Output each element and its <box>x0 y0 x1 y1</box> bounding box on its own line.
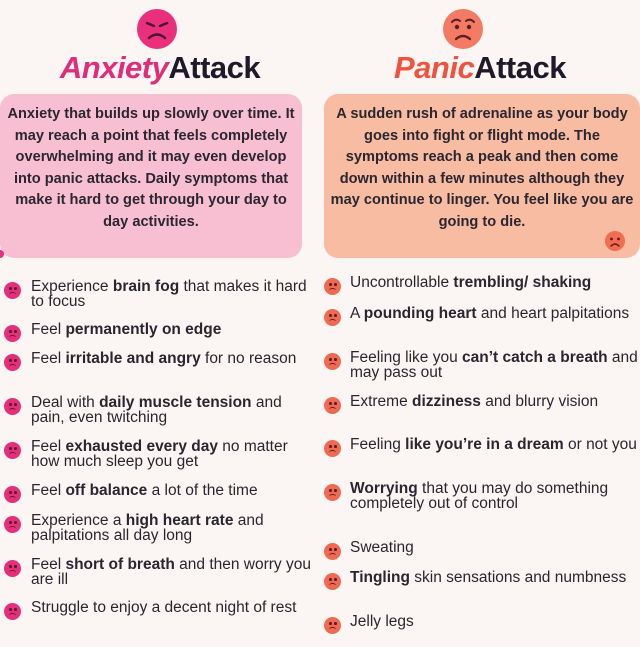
symptom-text-pre: Feeling <box>350 436 406 453</box>
symptom-text <box>31 600 311 615</box>
panic-description-box <box>324 94 640 258</box>
emoji-bullet-icon <box>324 353 341 370</box>
symptom-text-bold: daily muscle tension <box>99 394 252 411</box>
symptom-text-bold: irritable and angry <box>65 350 201 367</box>
emoji-bullet-icon <box>4 516 21 533</box>
symptom-text-pre: Feel <box>31 350 66 367</box>
symptom-text <box>350 437 640 452</box>
panic-title-accent: Panic <box>394 50 475 85</box>
decorative-dot <box>0 250 4 258</box>
symptom-text <box>31 279 311 309</box>
symptom-text-pre: Feel <box>31 321 66 338</box>
symptom-text-bold: short of breath <box>65 556 175 573</box>
panic-column <box>320 0 640 647</box>
symptom-text <box>31 557 311 587</box>
symptom-text <box>31 395 311 425</box>
emoji-bullet-icon <box>324 397 341 414</box>
symptom-text <box>350 570 640 585</box>
anxiety-title <box>0 50 320 86</box>
symptom-text-bold: trembling/ shaking <box>453 274 592 291</box>
symptom-text-post: and may pass out <box>350 349 638 381</box>
sad-face-icon <box>604 230 626 252</box>
worried-face-icon <box>442 8 484 50</box>
symptom-text-bold: dizziness <box>412 393 481 410</box>
symptom-text-post: and palpitations all day long <box>31 512 264 544</box>
symptom-text <box>31 351 311 366</box>
symptom-text-post: a lot of the time <box>147 482 258 499</box>
symptom-text-post: and heart palpitations <box>476 305 630 322</box>
symptom-text-bold: can’t catch a breath <box>462 349 608 366</box>
emoji-bullet-icon <box>4 325 21 342</box>
symptom-text-pre: Sweating <box>350 539 414 556</box>
symptom-text-post: and then worry you are ill <box>31 556 311 588</box>
symptom-text-post: and blurry vision <box>480 393 599 410</box>
symptom-text <box>350 481 640 511</box>
symptom-text-bold: pounding heart <box>363 305 477 322</box>
symptom-text-bold: brain fog <box>112 278 180 295</box>
anxiety-title-rest: Attack <box>168 50 261 85</box>
panic-title <box>320 50 640 86</box>
symptom-text <box>350 350 640 380</box>
emoji-bullet-icon <box>4 603 21 620</box>
emoji-bullet-icon <box>4 442 21 459</box>
symptom-text-post: for no reason <box>200 350 297 367</box>
panic-title-rest: Attack <box>474 50 566 85</box>
symptom-text-bold: Worrying <box>350 480 418 497</box>
angry-face-icon <box>136 8 178 50</box>
symptom-text <box>31 322 311 337</box>
symptom-text-pre: Struggle to enjoy a decent night of rest <box>31 599 297 616</box>
emoji-bullet-icon <box>324 573 341 590</box>
anxiety-description-box <box>0 94 302 258</box>
emoji-bullet-icon <box>324 309 341 326</box>
symptom-text-pre: Jelly legs <box>350 613 414 630</box>
symptom-text <box>31 439 311 469</box>
emoji-bullet-icon <box>324 484 341 501</box>
emoji-bullet-icon <box>324 278 341 295</box>
symptom-text-post: and pain, even twitching <box>31 394 282 426</box>
symptom-text <box>350 306 640 321</box>
symptom-text-pre: Extreme <box>350 393 413 410</box>
emoji-bullet-icon <box>4 560 21 577</box>
emoji-bullet-icon <box>4 282 21 299</box>
symptom-text-post: that makes it hard to focus <box>31 278 307 310</box>
symptom-text-pre: Experience a <box>31 512 126 529</box>
symptom-text <box>350 275 640 290</box>
symptom-text <box>350 540 640 555</box>
symptom-text <box>350 614 640 629</box>
anxiety-description: Anxiety that builds up slowly over time. It may reach a point that feels completely overwhelming and it may even develop into panic attacks. Daily symptoms that make it hard to get through your day to day activities. <box>7 106 295 230</box>
anxiety-title-accent: Anxiety <box>59 50 169 85</box>
symptom-text-pre: Feeling like you <box>350 349 463 366</box>
emoji-bullet-icon <box>4 354 21 371</box>
emoji-bullet-icon <box>324 617 341 634</box>
symptom-text-bold: exhausted every day <box>65 438 218 455</box>
symptom-text-bold: like you’re in a dream <box>405 436 564 453</box>
symptom-text <box>350 394 640 409</box>
symptom-text-pre: Feel <box>31 438 66 455</box>
symptom-text-post: or not you <box>563 436 637 453</box>
symptom-text-bold: Tingling <box>350 569 410 586</box>
symptom-text-post: skin sensations and numbness <box>409 569 627 586</box>
symptom-text-post: that you may do something completely out of control <box>350 480 609 512</box>
symptom-text-pre: Deal with <box>31 394 100 411</box>
symptom-text-pre: Uncontrollable <box>350 274 454 291</box>
emoji-bullet-icon <box>324 440 341 457</box>
symptom-text <box>31 513 311 543</box>
symptom-text-pre: Feel <box>31 556 66 573</box>
symptom-text-post: no matter how much sleep you get <box>31 438 288 470</box>
symptom-text-bold: high heart rate <box>125 512 234 529</box>
symptom-text-bold: permanently on edge <box>65 321 222 338</box>
symptom-text <box>31 483 311 498</box>
symptom-text-pre: A <box>350 305 364 322</box>
emoji-bullet-icon <box>4 486 21 503</box>
symptom-text-pre: Feel <box>31 482 66 499</box>
emoji-bullet-icon <box>324 543 341 560</box>
emoji-bullet-icon <box>4 398 21 415</box>
panic-description: A sudden rush of adrenaline as your body goes into fight or flight mode. The symptoms reach a peak and then come down within a few minutes although they may continue to linger. You feel like you are going to die. <box>330 106 634 230</box>
symptom-text-pre: Experience <box>31 278 113 295</box>
symptom-text-bold: off balance <box>65 482 148 499</box>
